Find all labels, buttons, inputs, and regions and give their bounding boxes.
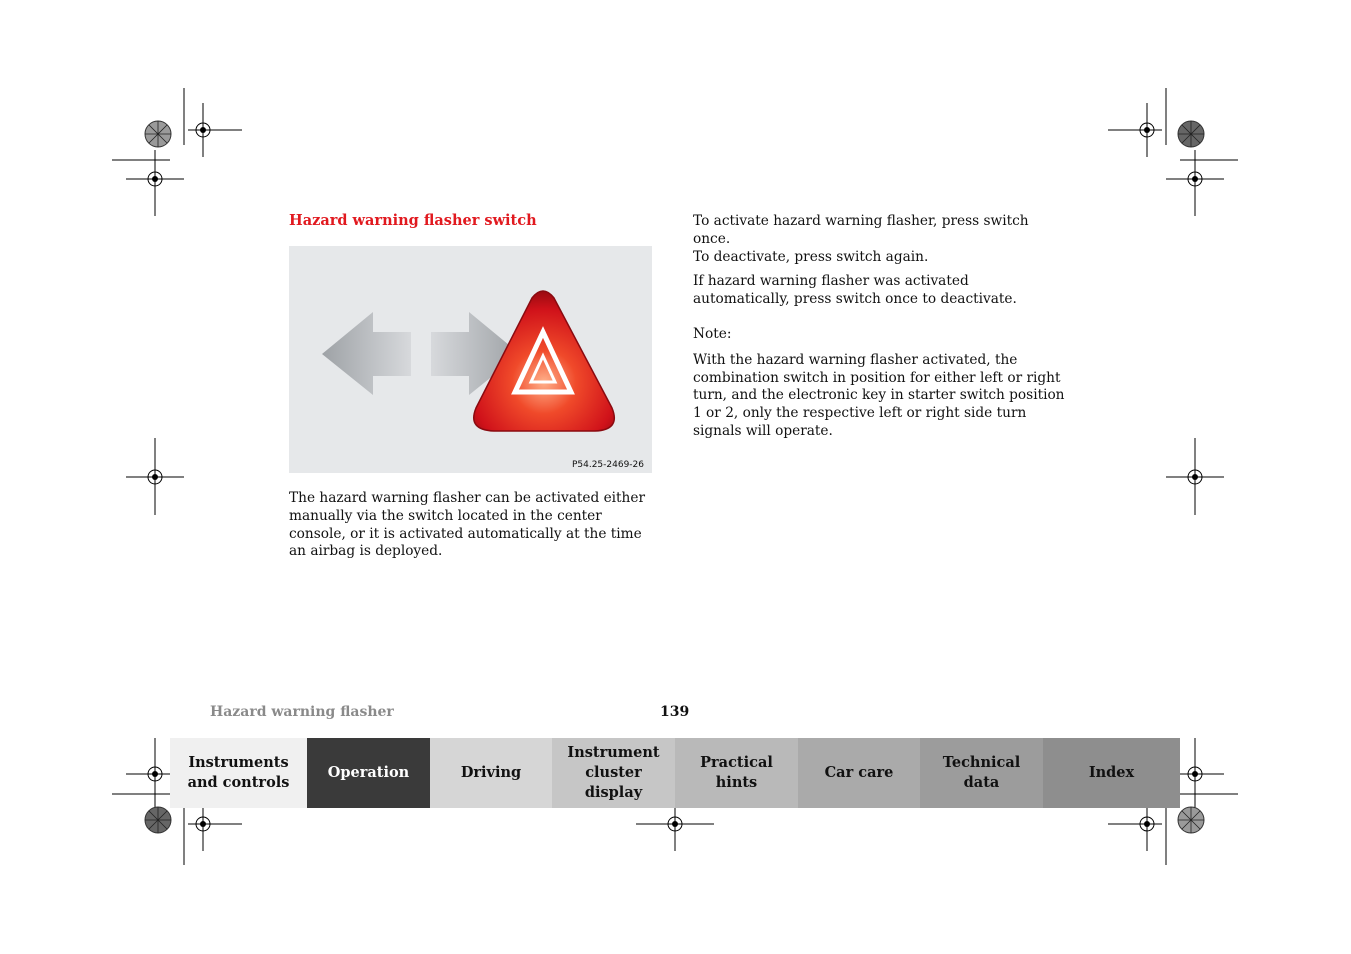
tab-label-line2: and controls (187, 774, 290, 791)
activate-instructions (693, 213, 1065, 266)
activate-line: To activate hazard warning flasher, press switch once. (693, 213, 1029, 247)
tab-label-line1: Instrument (567, 744, 660, 761)
tab-label-line1: Instruments (188, 754, 289, 771)
tab-label: Car care (824, 764, 894, 781)
figure-code: P54.25-2469-26 (571, 460, 644, 470)
tab-index[interactable] (1043, 738, 1180, 808)
footer-section-name: Hazard warning flasher (210, 704, 394, 720)
instructions-column (693, 213, 1065, 448)
hazard-switch-figure (289, 246, 652, 473)
section-title: Hazard warning flasher switch (289, 212, 537, 229)
page-number: 139 (660, 704, 690, 720)
tab-label-line2: cluster display (584, 764, 643, 801)
tab-label: Practical hints (700, 754, 773, 791)
tab-label-line1: Technical (942, 754, 1021, 771)
tab-label-line2: data (963, 774, 1000, 791)
tab-technical-data[interactable] (920, 738, 1043, 808)
tab-car-care[interactable] (798, 738, 920, 808)
tab-practical-hints[interactable] (675, 738, 798, 808)
tab-label: Driving (460, 764, 522, 781)
tab-driving[interactable] (430, 738, 552, 808)
tab-label: Index (1088, 764, 1135, 781)
note-label: Note: (693, 325, 732, 342)
tab-operation[interactable] (307, 738, 430, 808)
tab-instruments-and-controls[interactable] (170, 738, 307, 808)
tab-instrument-cluster-display[interactable] (552, 738, 675, 808)
left-turn-arrow-icon (322, 312, 411, 395)
auto-deactivate-paragraph: If hazard warning flasher was activated automatically, press switch once to deactivate. (693, 273, 1017, 308)
tab-label: Operation (327, 764, 410, 781)
intro-paragraph: The hazard warning flasher can be activated either manually via the switch located in the center console, or it is activated automatically at the time an airbag is deployed. (289, 490, 646, 560)
chapter-nav (170, 738, 1180, 808)
deactivate-line: To deactivate, press switch again. (693, 248, 929, 265)
note-text: With the hazard warning flasher activated, the combination switch in position for either left or right turn, and the electronic key in starter switch position 1 or 2, only the respective left or right side turn signals will operate. (693, 351, 1065, 439)
